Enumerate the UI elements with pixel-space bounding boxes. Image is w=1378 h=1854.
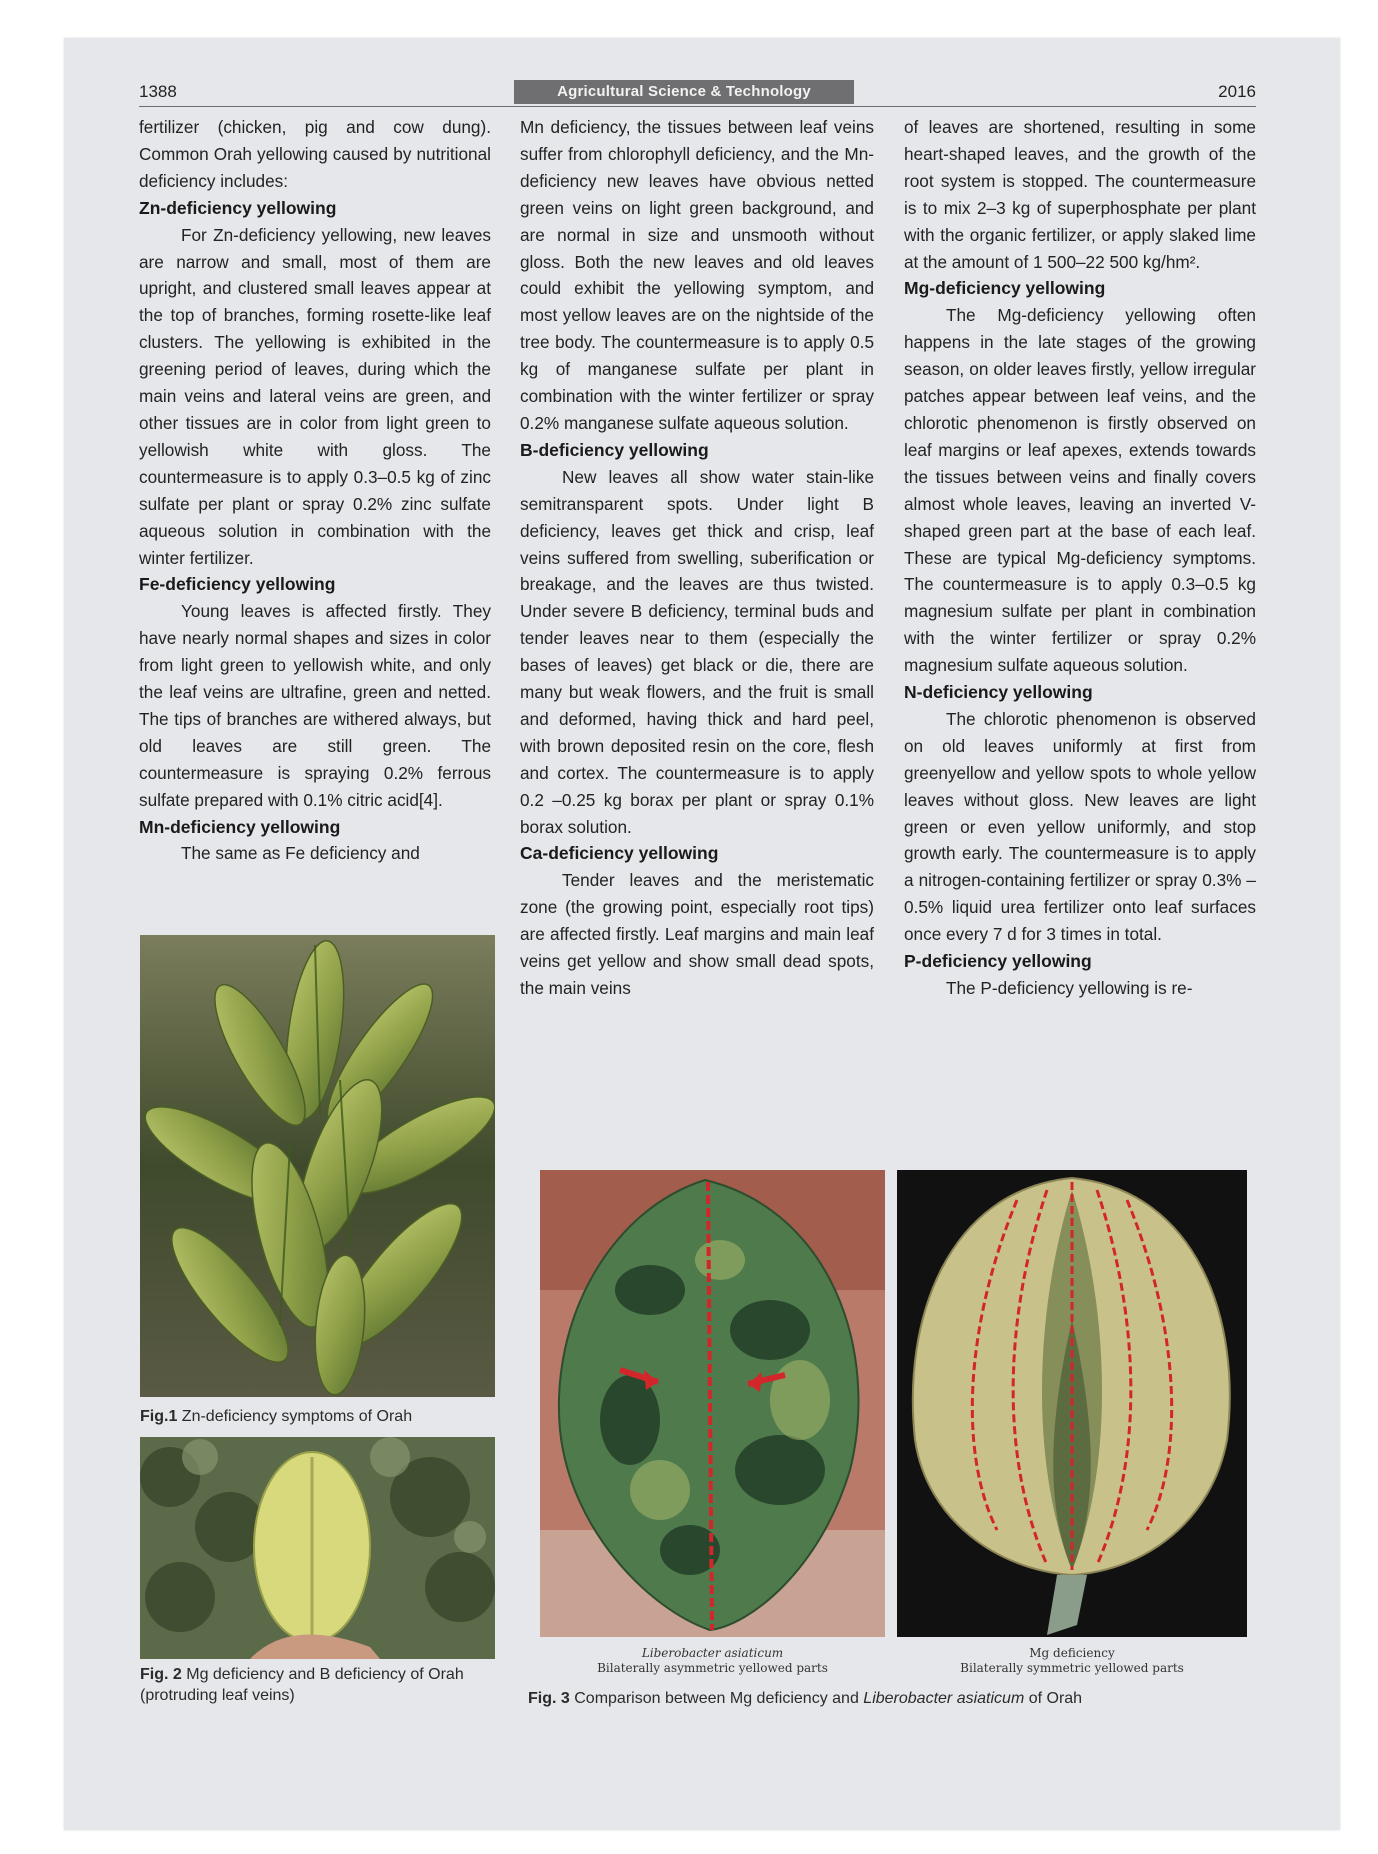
body-paragraph: New leaves all show water stain-like semitransparent spots. Under light B deficiency, leaves get thick and crisp, leaf veins suffered from swelling, suberification or breakage, and the leaves are thus twisted. Under severe B deficiency, terminal buds and tender leaves near to them (especially the bases of leaves) get black or die, there are many but weak flowers, and the fruit is small and deformed, having thick and hard peel, with brown deposited resin on the core, flesh and cortex. The countermeasure is to apply 0.2 –0.25 kg borax per plant or spray 0.1% borax solution.: [520, 466, 874, 837]
figure-3-right-subcaption: [897, 1646, 1247, 1676]
section-heading: Zn-deficiency yellowing: [139, 197, 337, 218]
page-number: 1388: [139, 82, 177, 101]
journal-title-bar: Agricultural Science & Technology: [514, 80, 854, 104]
section-heading: P-deficiency yellowing: [904, 951, 1092, 972]
section-heading: Fe-deficiency yellowing: [139, 574, 336, 595]
text-column-1: [139, 114, 491, 867]
figure-1-label: Fig.1: [140, 1408, 178, 1425]
figure-3-right-photo: [897, 1170, 1247, 1637]
running-header: [139, 80, 1256, 107]
figure-2-label: Fig. 2: [140, 1666, 182, 1683]
figure-2-caption: [140, 1664, 500, 1706]
figure-3-caption-species: Liberobacter asiaticum: [863, 1690, 1025, 1707]
figure-1-caption-text: Zn-deficiency symptoms of Orah: [181, 1408, 413, 1425]
section-heading: Mn-deficiency yellowing: [139, 816, 341, 837]
figure-2-photo: [140, 1437, 495, 1659]
body-paragraph: Mn deficiency, the tissues between leaf veins suffer from chlorophyll deficiency, and the Mn-deficiency new leaves have obvious netted green veins on light green background, and are normal in size and unsmooth without gloss. Both the new leaves and old leaves could exhibit the yellowing symptom, and most yellow leaves are on the nightside of the tree body. The countermeasure is to apply 0.5 kg of manganese sulfate per plant in combination with the winter fertilizer or spray 0.2% manganese sulfate aqueous solution.: [520, 117, 874, 433]
figure-1-caption: [140, 1406, 500, 1427]
body-paragraph: The same as Fe deficiency and: [181, 843, 420, 864]
body-paragraph: The chlorotic phenomenon is observed on old leaves uniformly at first from greenyellow and yellow spots to whole yellow leaves without gloss. New leaves are light green or even yellow uniformly, and stop growth early. The countermeasure is to apply a nitrogen-containing fertilizer or spray 0.3% – 0.5% liquid urea fertilizer onto leaf surfaces once every 7 d for 3 times in total.: [904, 708, 1256, 945]
section-heading: Mg-deficiency yellowing: [904, 278, 1106, 299]
body-paragraph: For Zn-deficiency yellowing, new leaves are narrow and small, most of them are upright, and clustered small leaves appear at the top of branches, forming rosette-like leaf clusters. The yellowing is exhibited in the greening period of leaves, during which the main veins and lateral veins are green, and other tissues are in color from light green to yellowish white with gloss. The countermeasure is to apply 0.3–0.5 kg of zinc sulfate per plant or spray 0.2% zinc sulfate aqueous solution in combination with the winter fertilizer.: [139, 224, 491, 568]
section-heading: N-deficiency yellowing: [904, 682, 1093, 703]
body-paragraph: of leaves are shortened, resulting in some heart-shaped leaves, and the growth of the root system is stopped. The countermeasure is to mix 2–3 kg of superphosphate per plant with the organic fertilizer, or apply slaked lime at the amount of 1 500–22 500 kg/hm².: [904, 117, 1256, 272]
figure-3-right-title: Mg deficiency: [1029, 1646, 1115, 1660]
figure-3-caption-end: of Orah: [1028, 1690, 1083, 1707]
body-paragraph: fertilizer (chicken, pig and cow dung). Common Orah yellowing caused by nutritional deficiency includes:: [139, 117, 491, 191]
figure-3-left-description: Bilaterally asymmetric yellowed parts: [597, 1661, 828, 1675]
figure-3-caption-text: Comparison between Mg deficiency and: [574, 1690, 859, 1707]
figure-1-photo: [140, 935, 495, 1397]
text-column-2: [520, 114, 874, 1002]
body-paragraph: The Mg-deficiency yellowing often happens in the late stages of the growing season, on older leaves firstly, yellow irregular patches appear between leaf veins, and the chlorotic phenomenon is firstly observed on leaf margins or leaf apexes, extends towards the tissues between veins and finally covers almost whole leaves, leaving an inverted V-shaped green part at the base of each leaf. These are typical Mg-deficiency symptoms. The countermeasure is to apply 0.3–0.5 kg magnesium sulfate per plant in combination with the winter fertilizer or spray 0.2% magnesium sulfate aqueous solution.: [904, 305, 1256, 676]
figure-3-left-subcaption: [540, 1646, 885, 1676]
body-paragraph: Tender leaves and the meristematic zone (the growing point, especially root tips) are affected firstly. Leaf margins and main leaf veins get yellow and show small dead spots, the main veins: [520, 870, 874, 998]
body-paragraph: The P-deficiency yellowing is re-: [946, 978, 1193, 998]
figure-3-label: Fig. 3: [528, 1690, 570, 1707]
section-heading: Ca-deficiency yellowing: [520, 843, 719, 864]
figure-2-caption-text: Mg deficiency and B deficiency of Orah (protruding leaf veins): [140, 1666, 464, 1704]
figure-3-caption: [528, 1688, 1268, 1709]
text-column-3: [904, 114, 1256, 1002]
figure-3-right-description: Bilaterally symmetric yellowed parts: [960, 1661, 1184, 1675]
body-paragraph: Young leaves is affected firstly. They have nearly normal shapes and sizes in color from light green to yellowish white, and only the leaf veins are ultrafine, green and netted. The tips of branches are withered always, but old leaves are still green. The countermeasure is spraying 0.2% ferrous sulfate prepared with 0.1% citric acid[4].: [139, 601, 491, 810]
section-heading: B-deficiency yellowing: [520, 439, 709, 460]
figure-3-left-photo: [540, 1170, 885, 1637]
publication-year: 2016: [1218, 82, 1256, 101]
figure-3-left-title: Liberobacter asiaticum: [641, 1646, 784, 1660]
